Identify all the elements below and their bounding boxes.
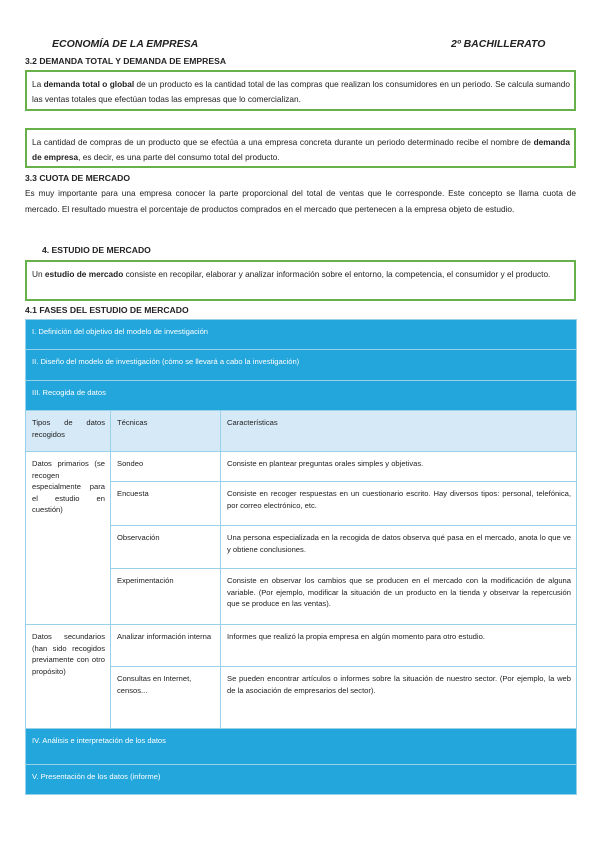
phase-row <box>26 320 577 350</box>
secondary-data-type: Datos secundarios (han sido recogidos previamente con otro propósito) <box>26 625 111 729</box>
section-3-3-title: 3.3 CUOTA DE MERCADO <box>25 173 131 183</box>
table-row <box>26 452 577 482</box>
box1-prefix: La <box>32 79 44 89</box>
primary-data-type: Datos primarios (se recogen especialmente para el estudio en cuestión) <box>26 452 111 625</box>
phase-3: III. Recogida de datos <box>26 381 577 411</box>
phase-4: IV. Análisis e interpretación de los datos <box>26 729 577 765</box>
characteristic-cell: Consiste en observar los cambios que se producen en el mercado con la modificación de alguna variable. (Por ejemplo, modificar la situación de un producto en la tienda y observar la repercusión que se produce en las ventas). <box>221 569 577 625</box>
section-4-title: 4. ESTUDIO DE MERCADO <box>42 245 151 255</box>
characteristic-cell: Informes que realizó la propia empresa en algún momento para otro estudio. <box>221 625 577 667</box>
definition-box-company-demand <box>25 128 576 168</box>
phase-2: II. Diseño del modelo de investigación (cómo se llevará a cabo la investigación) <box>26 350 577 381</box>
characteristic-cell: Consiste en recoger respuestas en un cuestionario escrito. Hay diversos tipos: personal, telefónica, por correo electrónico, etc. <box>221 482 577 526</box>
box2-suffix: , es decir, es una parte del consumo total del producto. <box>78 152 280 162</box>
phase-row <box>26 765 577 795</box>
box3-text: consiste en recopilar, elaborar y analizar información sobre el entorno, la competencia, el consumidor y el producto. <box>123 269 551 279</box>
technique-cell: Sondeo <box>111 452 221 482</box>
box1-text: de un producto es la cantidad total de las compras que realizan los consumidores en un periodo. Se calcula sumando las ventas totales que efectúan todas las empresas que lo comercializan. <box>32 79 570 104</box>
characteristic-cell: Se pueden encontrar artículos o informes sobre la situación de nuestro sector. (Por ejemplo, la web de la asociación de empresarios del sector). <box>221 667 577 729</box>
definition-box-total-demand <box>25 70 576 111</box>
phase-5: V. Presentación de los datos (informe) <box>26 765 577 795</box>
term-total-demand: demanda total o global <box>43 79 135 89</box>
table-header-row <box>26 411 577 452</box>
market-share-paragraph: Es muy importante para una empresa conocer la parte proporcional del total de ventas que le corresponde. Este concepto se llama cuota de mercado. El resultado muestra el porcentaje de productos comprados en el mercado que pertenecen a la empresa objeto de estudio. <box>25 188 576 214</box>
header-data-types: Tipos de datos recogidos <box>26 411 111 452</box>
term-market-study: estudio de mercado <box>44 269 124 279</box>
table-row <box>26 625 577 667</box>
box2-prefix: La cantidad de compras de un producto que se efectúa a una empresa concreta durante un periodo determinado recibe el nombre de <box>32 137 534 147</box>
header-course: 2º BACHILLERATO <box>451 38 546 50</box>
phase-row <box>26 381 577 411</box>
phase-row <box>26 350 577 381</box>
technique-cell: Encuesta <box>111 482 221 526</box>
header-techniques: Técnicas <box>111 411 221 452</box>
section-3-2-title: 3.2 DEMANDA TOTAL Y DEMANDA DE EMPRESA <box>25 56 227 66</box>
technique-cell: Consultas en Internet, censos... <box>111 667 221 729</box>
technique-cell: Analizar información interna <box>111 625 221 667</box>
box3-prefix: Un <box>32 269 45 279</box>
section-4-1-title: 4.1 FASES DEL ESTUDIO DE MERCADO <box>25 305 189 315</box>
technique-cell: Observación <box>111 526 221 569</box>
definition-box-market-study <box>25 260 576 301</box>
technique-cell: Experimentación <box>111 569 221 625</box>
header-characteristics: Características <box>221 411 577 452</box>
characteristic-cell: Consiste en plantear preguntas orales simples y objetivas. <box>221 452 577 482</box>
phase-1: I. Definición del objetivo del modelo de investigación <box>26 320 577 350</box>
header-subject: ECONOMÍA DE LA EMPRESA <box>52 38 199 50</box>
term-company-demand: demanda de empresa <box>32 137 570 162</box>
phase-row <box>26 729 577 765</box>
characteristic-cell: Una persona especializada en la recogida de datos observa qué pasa en el mercado, anota lo que ve y obtiene conclusiones. <box>221 526 577 569</box>
market-study-phases-table <box>25 319 577 795</box>
